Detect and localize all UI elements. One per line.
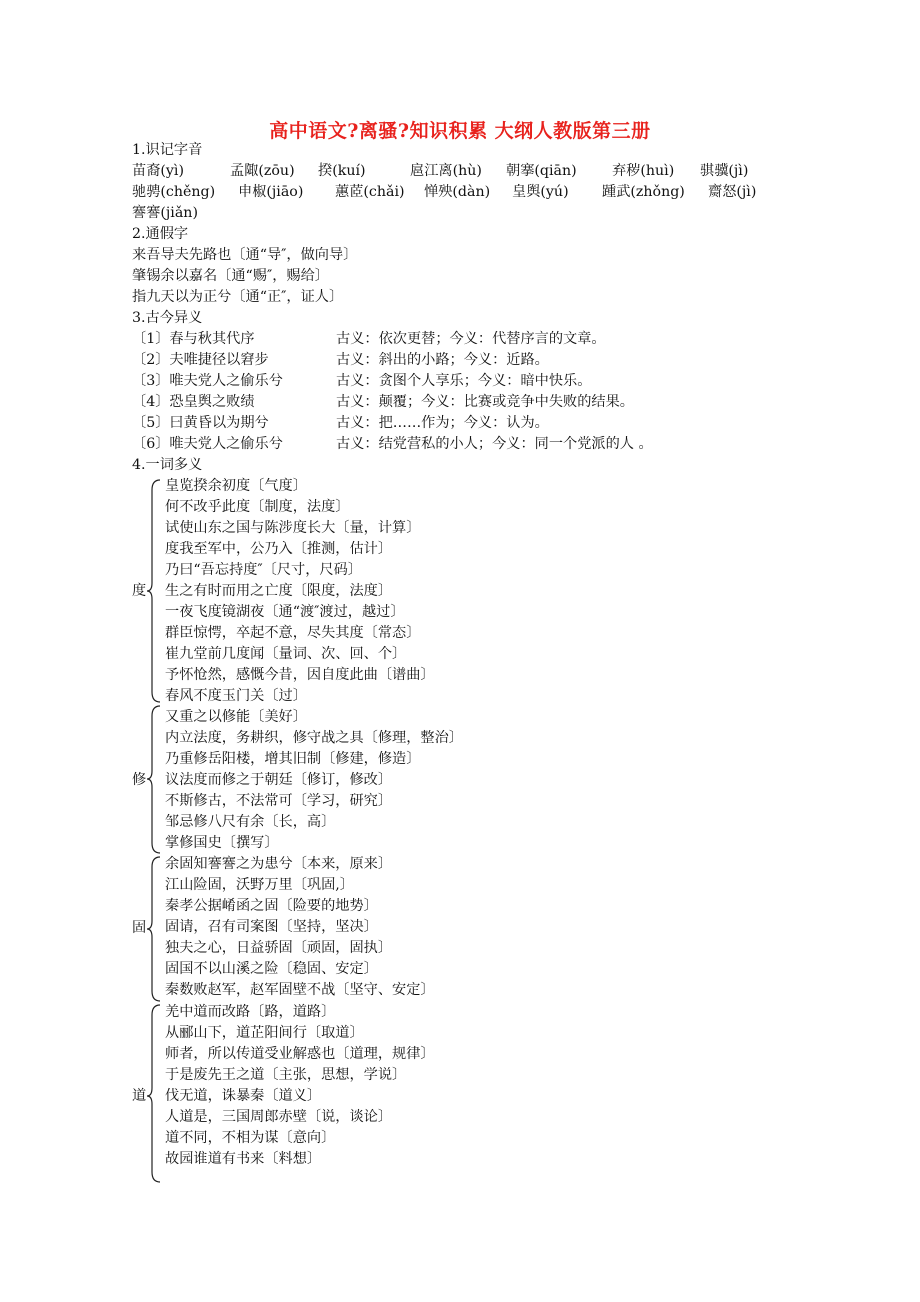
polysemy-example: 余固知謇謇之为患兮〔本来，原来〕 xyxy=(165,856,393,872)
polysemy-example: 固国不以山溪之险〔稳固、安定〕 xyxy=(165,961,378,977)
pronunciation-item: 苗裔(yì) xyxy=(132,163,184,179)
section-heading-polysemy: 4.一词多义 xyxy=(132,457,203,473)
meaning-shift-phrase: 〔4〕恐皇舆之败绩 xyxy=(132,394,255,410)
pronunciation-item: 驰骋(chěng) xyxy=(132,184,216,200)
loan-character-line: 指九天以为正兮〔通“正″，证人〕 xyxy=(132,289,344,305)
pronunciation-item: 惮殃(dàn) xyxy=(424,184,491,200)
document-title: 高中语文?离骚?知识积累 大纲人教版第三册 xyxy=(269,120,651,142)
meaning-shift-phrase: 〔3〕唯夫党人之偷乐兮 xyxy=(132,373,283,389)
polysemy-example: 道不同，不相为谋〔意向〕 xyxy=(165,1130,336,1146)
section-heading-pronunciation: 1.识记字音 xyxy=(132,142,203,158)
polysemy-example: 江山险固，沃野万里〔巩固,〕 xyxy=(165,877,354,893)
polysemy-example: 人道是，三国周郎赤壁〔说，谈论〕 xyxy=(165,1109,393,1125)
pronunciation-item: 扈江离(hù) xyxy=(410,163,482,179)
polysemy-example: 度我至军中，公乃入〔推测，估计〕 xyxy=(165,541,393,557)
polysemy-example: 从郦山下，道芷阳间行〔取道〕 xyxy=(165,1025,364,1041)
polysemy-example: 春风不度玉门关〔过〕 xyxy=(165,688,307,704)
meaning-shift-explanation: 古义：斜出的小路；今义：近路。 xyxy=(336,352,549,368)
polysemy-example: 何不改乎此度〔制度，法度〕 xyxy=(165,499,350,515)
polysemy-example: 独夫之心，日益骄固〔顽固，固执〕 xyxy=(165,940,393,956)
polysemy-example: 议法度而修之于朝廷〔修订，修改〕 xyxy=(165,772,393,788)
pronunciation-item: 骐骥(jì) xyxy=(700,163,749,179)
loan-character-line: 肇锡余以嘉名〔通“赐″，赐给〕 xyxy=(132,268,329,284)
polysemy-example: 生之有时而用之亡度〔限度，法度〕 xyxy=(165,583,393,599)
pronunciation-item: 齌怒(jì) xyxy=(708,184,757,200)
pronunciation-item: 皇舆(yú) xyxy=(512,184,569,200)
polysemy-example: 邹忌修八尺有余〔长，高〕 xyxy=(165,814,336,830)
section-heading-meaning-shift: 3.古今异义 xyxy=(132,310,203,326)
pronunciation-item: 孟陬(zōu) xyxy=(230,163,295,179)
polysemy-example: 固请，召有司案图〔坚持，坚决〕 xyxy=(165,919,378,935)
pronunciation-item: 謇謇(jiǎn) xyxy=(132,205,198,221)
polysemy-example: 群臣惊愕，卒起不意，尽失其度〔常态〕 xyxy=(165,625,421,641)
polysemy-character: 道 xyxy=(132,1088,147,1104)
meaning-shift-phrase: 〔2〕夫唯捷径以窘步 xyxy=(132,352,269,368)
pronunciation-item: 弃秽(huì) xyxy=(612,163,675,179)
brace-xiu xyxy=(147,706,160,853)
meaning-shift-explanation: 古义：依次更替；今义：代替序言的文章。 xyxy=(336,331,606,347)
polysemy-example: 掌修国史〔撰写〕 xyxy=(165,835,279,851)
polysemy-example: 试使山东之国与陈涉度长大〔量，计算〕 xyxy=(165,520,421,536)
polysemy-example: 不斯修古，不法常可〔学习，研究〕 xyxy=(165,793,393,809)
polysemy-example: 故园谁道有书来〔料想〕 xyxy=(165,1151,322,1167)
polysemy-example: 乃曰“吾忘持度″〔尺寸，尺码〕 xyxy=(165,562,362,578)
meaning-shift-explanation: 古义：结党营私的小人；今义：同一个党派的人 。 xyxy=(336,436,653,452)
pronunciation-item: 蕙茝(chǎi) xyxy=(335,184,405,200)
polysemy-example: 又重之以修能〔美好〕 xyxy=(165,709,307,725)
brace-dao xyxy=(147,1005,160,1182)
polysemy-example: 师者，所以传道受业解惑也〔道理，规律〕 xyxy=(165,1046,435,1062)
polysemy-example: 崔九堂前几度闻〔量词、次、回、个〕 xyxy=(165,646,407,662)
polysemy-example: 予怀怆然，感慨今昔，因自度此曲〔谱曲〕 xyxy=(165,667,435,683)
pronunciation-item: 揆(kuí) xyxy=(318,163,366,179)
pronunciation-item: 踵武(zhǒng) xyxy=(602,184,685,200)
polysemy-example: 乃重修岳阳楼，增其旧制〔修建，修造〕 xyxy=(165,751,421,767)
polysemy-character: 度 xyxy=(132,583,147,599)
brace-gu xyxy=(147,857,160,1001)
polysemy-example: 秦数败赵军，赵军固壁不战〔坚守、安定〕 xyxy=(165,982,435,998)
polysemy-example: 伐无道，诛暴秦〔道义〕 xyxy=(165,1088,322,1104)
loan-character-line: 来吾导夫先路也〔通“导″，做向导〕 xyxy=(132,247,358,263)
meaning-shift-explanation: 古义：把……作为；今义：认为。 xyxy=(336,415,549,431)
polysemy-example: 皇览揆余初度〔气度〕 xyxy=(165,478,307,494)
meaning-shift-phrase: 〔5〕曰黄昏以为期兮 xyxy=(132,415,269,431)
pronunciation-item: 申椒(jiāo) xyxy=(238,184,304,200)
meaning-shift-explanation: 古义：颠覆；今义：比赛或竞争中失败的结果。 xyxy=(336,394,634,410)
brace-du xyxy=(147,480,160,702)
section-heading-loan-characters: 2.通假字 xyxy=(132,226,189,242)
meaning-shift-phrase: 〔6〕唯夫党人之偷乐兮 xyxy=(132,436,283,452)
polysemy-example: 羌中道而改路〔路，道路〕 xyxy=(165,1004,336,1020)
meaning-shift-explanation: 古义：贪图个人享乐；今义：暗中快乐。 xyxy=(336,373,592,389)
meaning-shift-phrase: 〔1〕春与秋其代序 xyxy=(132,331,255,347)
pronunciation-item: 朝搴(qiān) xyxy=(506,163,577,179)
polysemy-example: 秦孝公据崤函之固〔险要的地势〕 xyxy=(165,898,378,914)
polysemy-character: 修 xyxy=(132,772,147,788)
polysemy-example: 于是废先王之道〔主张，思想，学说〕 xyxy=(165,1067,407,1083)
polysemy-character: 固 xyxy=(132,920,147,936)
polysemy-example: 一夜飞度镜湖夜〔通“渡″渡过，越过〕 xyxy=(165,604,405,620)
polysemy-example: 内立法度，务耕织，修守战之具〔修理，整治〕 xyxy=(165,730,463,746)
